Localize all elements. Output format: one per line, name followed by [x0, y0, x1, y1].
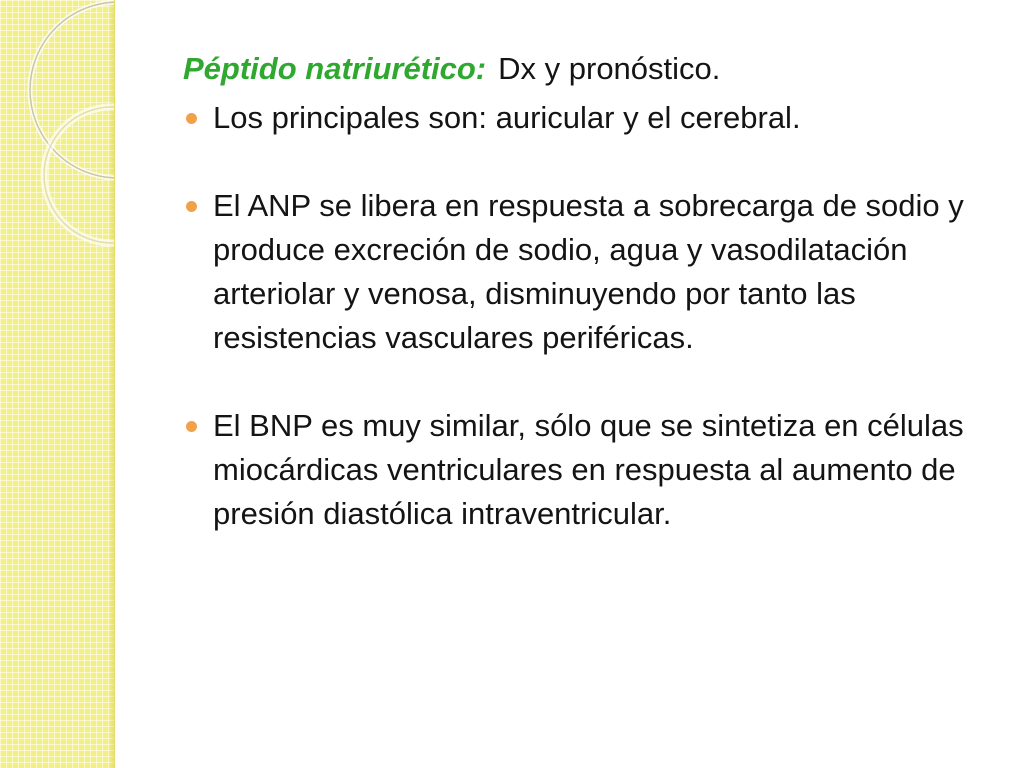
- slide-content: [183, 48, 993, 536]
- bullet-item: [183, 184, 993, 360]
- bullet-text: El BNP es muy similar, sólo que se sintetiza en células miocárdicas ventriculares en respuesta al aumento de presión diastólica intraventricular.: [213, 408, 964, 531]
- bullet-item: [183, 404, 993, 536]
- bullet-dot-icon: [186, 113, 197, 124]
- bullet-text: El ANP se libera en respuesta a sobrecarga de sodio y produce excreción de sodio, agua y vasodilatación arteriolar y venosa, disminuyendo por tanto las resistencias vasculares periféricas.: [213, 188, 964, 355]
- bullet-list: [183, 96, 993, 536]
- bullet-text: Los principales son: auricular y el cerebral.: [213, 100, 801, 135]
- bullet-dot-icon: [186, 421, 197, 432]
- slide-title-accent: Péptido natriurético:: [183, 51, 487, 86]
- decorative-rings: [0, 0, 114, 300]
- slide-title: [183, 48, 993, 90]
- bullet-dot-icon: [186, 201, 197, 212]
- decorative-sidebar: [0, 0, 115, 768]
- bullet-item: [183, 96, 993, 140]
- slide-title-rest: Dx y pronóstico.: [498, 51, 721, 86]
